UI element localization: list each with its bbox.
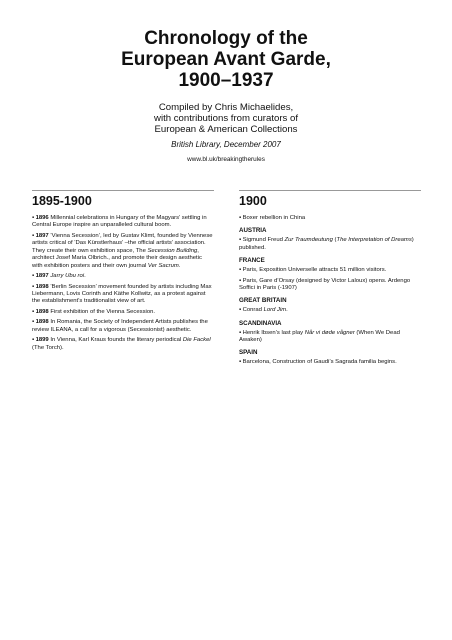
- bullet-icon: ▪: [32, 283, 35, 290]
- entry-year: 1898: [35, 283, 49, 290]
- document-subtitle: [0, 102, 452, 135]
- country-heading: GREAT BRITAIN: [239, 297, 287, 305]
- entry-year: 1897: [35, 232, 49, 239]
- entry-year: 1898: [35, 319, 49, 326]
- bullet-icon: ▪: [239, 277, 242, 284]
- right-column-heading: 1900: [239, 194, 267, 208]
- italic-text: Die Fackel: [182, 337, 211, 344]
- chronology-entry: [32, 215, 214, 230]
- bullet-icon: ▪: [32, 337, 35, 344]
- bullet-icon: ▪: [239, 237, 242, 244]
- chronology-entry: [239, 330, 421, 345]
- entry-text: Paris, Gare d’Orsay (designed by Victor Laloux) opens. Ardengo Soffici in Paris (-1907): [239, 277, 411, 291]
- entry-text: ‘Vienna Secession’, led by Gustav Klimt, founded by Viennese artists critical of ‘Das Künstlerhaus’ –the official artists’ association. They create their own exhibition space, The: [32, 232, 213, 254]
- italic-text: Secession Building: [147, 247, 198, 254]
- bullet-icon: ▪: [32, 232, 35, 239]
- bullet-icon: ▪: [239, 329, 242, 336]
- country-heading: SPAIN: [239, 349, 258, 357]
- italic-text: Når vi døde vågner: [304, 329, 355, 336]
- right-column: [239, 194, 421, 370]
- chronology-entry: [32, 233, 214, 270]
- italic-text: Lord Jim: [263, 307, 287, 314]
- entry-text: (: [332, 237, 337, 244]
- chronology-entry: [239, 307, 421, 314]
- bullet-icon: ▪: [239, 359, 242, 366]
- chronology-entry: [239, 359, 421, 366]
- title-line-1: Chronology of the: [144, 28, 308, 49]
- italic-text: The Interpretation of Dreams: [336, 237, 412, 244]
- chronology-entry: [239, 215, 421, 222]
- entry-text: Millennial celebrations in Hungary of the Magyars’ settling in Central Europe inspire an unparalleled cultural boom.: [32, 215, 207, 229]
- entry-year: 1897: [35, 273, 49, 280]
- bullet-icon: ▪: [239, 215, 242, 221]
- entry-text: (When We Dead Awaken): [239, 329, 400, 343]
- website-link[interactable]: www.bl.uk/breakingtherules: [187, 156, 265, 163]
- country-heading: AUSTRIA: [239, 227, 267, 235]
- entry-year: 1898: [35, 308, 49, 315]
- entry-text: Boxer rebellion in China: [242, 215, 306, 221]
- bullet-icon: ▪: [32, 308, 35, 315]
- entry-text: .: [178, 262, 181, 269]
- left-column: [32, 194, 214, 355]
- entry-text: First exhibition of the Vienna Secession.: [48, 308, 156, 315]
- left-column-heading: 1895-1900: [32, 194, 92, 208]
- entry-text: Barcelona, Construction of Gaudi’s Sagrada familia begins.: [242, 359, 397, 366]
- entry-text: Sigmund Freud: [242, 237, 285, 244]
- chronology-entry: [32, 273, 214, 280]
- entry-text: .: [84, 273, 86, 280]
- entry-text: , architect Josef Maria Olbrich., and promote their design aesthetic with exhibition posters and their own journal: [32, 247, 202, 269]
- bullet-icon: ▪: [239, 307, 242, 314]
- title-line-3: 1900–1937: [178, 70, 274, 91]
- chronology-entry: [32, 337, 214, 352]
- left-column-rule: [32, 190, 214, 191]
- bullet-icon: ▪: [32, 215, 35, 221]
- country-heading: FRANCE: [239, 257, 265, 265]
- chronology-entry: [32, 309, 214, 316]
- entry-text: .: [286, 307, 288, 314]
- subtitle-line-2: with contributions from curators of: [154, 113, 298, 124]
- italic-text: Ver Sacrum: [147, 262, 179, 269]
- chronology-entry: [32, 284, 214, 306]
- subtitle-line-1: Compiled by Chris Michaelides,: [158, 102, 294, 113]
- entry-text: ) published.: [239, 237, 414, 251]
- chronology-entry: [239, 267, 421, 274]
- title-line-2: European Avant Garde,: [121, 49, 331, 70]
- entry-year: 1896: [35, 215, 49, 221]
- chronology-entry: [239, 237, 421, 252]
- entry-text: Henrik Ibsen’s last play: [242, 329, 305, 336]
- chronology-entry: [239, 278, 421, 293]
- country-heading: SCANDINAVIA: [239, 319, 282, 327]
- entry-text: In Vienna, Karl Kraus founds the literary periodical: [48, 337, 183, 344]
- entry-text: Paris, Exposition Universelle attracts 51 million visitors.: [242, 267, 387, 274]
- bullet-icon: ▪: [32, 273, 35, 280]
- entry-text: (The Torch).: [32, 344, 64, 351]
- left-column-entries: [32, 215, 214, 352]
- bullet-icon: ▪: [32, 319, 35, 326]
- entry-text: In Romania, the Society of Independent Artists publishes the review ILEANA, a call for a vigorous (Secessionist) aesthetic.: [32, 319, 208, 333]
- entry-year: 1899: [35, 337, 49, 344]
- bullet-icon: ▪: [239, 267, 242, 274]
- subtitle-line-3: European & American Collections: [154, 124, 298, 135]
- italic-text: Zur Traumdeutung: [284, 237, 333, 244]
- right-column-entries: [239, 215, 421, 367]
- source-line: British Library, December 2007: [171, 140, 281, 149]
- italic-text: Jarry Ubu roi: [50, 273, 85, 280]
- document-title: [0, 28, 452, 91]
- chronology-entry: [32, 319, 214, 334]
- right-column-rule: [239, 190, 421, 191]
- entry-text: ‘Berlin Secession’ movement founded by artists including Max Liebermann, Lovis Corinth and Käthe Kollwitz, as a protest against the establishment’s traditionalist view of art.: [32, 283, 212, 305]
- entry-text: Conrad: [242, 307, 264, 314]
